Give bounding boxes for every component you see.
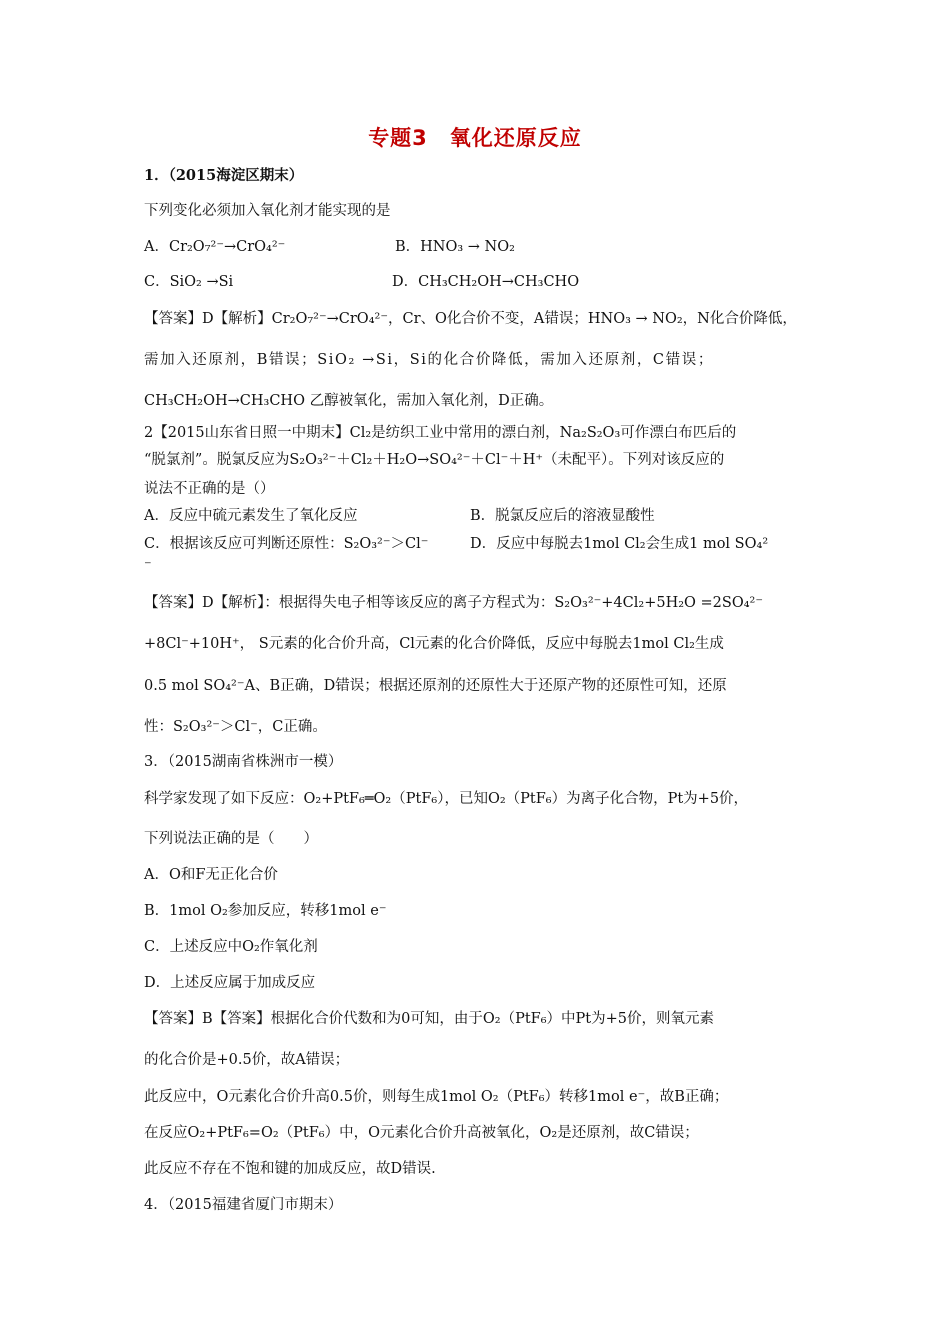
q2-answer-line-2: +8Cl⁻+10H⁺， S元素的化合价升高，Cl元素的化合价降低，反应中每脱去1mol Cl₂生成	[144, 636, 724, 652]
q2-answer-line-3: 0.5 mol SO₄²⁻A、B正确，D错误；根据还原剂的还原性大于还原产物的还原性可知，还原	[144, 678, 727, 694]
q3-stem-line-2: 下列说法正确的是（ ）	[144, 831, 318, 847]
q1-option-b: B．HNO₃ → NO₂	[395, 239, 515, 255]
q2-option-a: A．反应中硫元素发生了氧化反应	[144, 508, 358, 524]
q1-option-d: D．CH₃CH₂OH→CH₃CHO	[392, 274, 580, 290]
q2-stem-line-3: 说法不正确的是（）	[144, 481, 275, 497]
q3-answer-line-2: 的化合价是+0.5价，故A错误；	[144, 1052, 350, 1068]
q1-stem: 下列变化必须加入氧化剂才能实现的是	[144, 203, 391, 219]
q3-answer-line-3: 此反应中，O元素化合价升高0.5价，则每生成1mol O₂（PtF₆）转移1mol e⁻，故B正确；	[144, 1089, 729, 1105]
q2-stem-line-2: “脱氯剂”。脱氯反应为S₂O₃²⁻＋Cl₂＋H₂O→SO₄²⁻＋Cl⁻＋H⁺（未配平）。下列对该反应的	[144, 452, 725, 468]
q4-header: 4．（2015福建省厦门市期末）	[144, 1197, 343, 1213]
page-title: 专题3 氧化还原反应	[368, 126, 582, 150]
q3-answer-line-4: 在反应O₂+PtF₆=O₂（PtF₆）中，O元素化合价升高被氧化，O₂是还原剂，故C错误；	[144, 1125, 699, 1141]
q2-option-d: D．反应中每脱去1mol Cl₂会生成1 mol SO₄²	[470, 536, 769, 552]
q3-option-b: B．1mol O₂参加反应，转移1mol e⁻	[144, 903, 387, 919]
q1-header: 1．（2015海淀区期末）	[144, 167, 304, 184]
q3-option-d: D．上述反应属于加成反应	[144, 975, 316, 991]
q2-answer-line-1: 【答案】D【解析】：根据得失电子相等该反应的离子方程式为：S₂O₃²⁻+4Cl₂+5H₂O =2SO₄²⁻	[144, 595, 764, 611]
q3-answer-line-1: 【答案】B【答案】根据化合价代数和为0可知，由于O₂（PtF₆）中Pt为+5价，则氧元素	[144, 1011, 714, 1027]
q2-option-b: B．脱氯反应后的溶液显酸性	[470, 508, 655, 524]
q1-option-c: C．SiO₂ →Si	[144, 274, 234, 290]
q3-answer-line-5: 此反应不存在不饱和键的加成反应，故D错误.	[144, 1161, 436, 1177]
q3-stem-line-1: 科学家发现了如下反应：O₂+PtF₆═O₂（PtF₆），已知O₂（PtF₆）为离子化合物，Pt为+5价，	[144, 791, 749, 807]
q1-option-a: A．Cr₂O₇²⁻→CrO₄²⁻	[144, 239, 286, 255]
q1-answer-line-1: 【答案】D【解析】Cr₂O₇²⁻→CrO₄²⁻，Cr、O化合价不变，A错误；HNO₃ → NO₂，N化合价降低，	[144, 311, 797, 327]
q2-stem-line-1: 2【2015山东省日照一中期末】Cl₂是纺织工业中常用的漂白剂，Na₂S₂O₃可作漂白布匹后的	[144, 425, 737, 441]
q2-option-c: C．根据该反应可判断还原性：S₂O₃²⁻＞Cl⁻	[144, 536, 429, 552]
q3-option-a: A．O和F无正化合价	[144, 867, 278, 883]
q1-answer-line-2: 需加入还原剂，B错误；SiO₂ →Si，Si的化合价降低，需加入还原剂，C错误；	[144, 352, 714, 368]
q1-answer-line-3: CH₃CH₂OH→CH₃CHO 乙醇被氧化，需加入氧化剂，D正确。	[144, 393, 554, 409]
q2-answer-line-4: 性：S₂O₃²⁻＞Cl⁻，C正确。	[144, 719, 327, 735]
q3-header: 3．（2015湖南省株洲市一模）	[144, 754, 343, 770]
q2-option-d-continued: ⁻	[144, 558, 152, 574]
q3-option-c: C．上述反应中O₂作氧化剂	[144, 939, 318, 955]
